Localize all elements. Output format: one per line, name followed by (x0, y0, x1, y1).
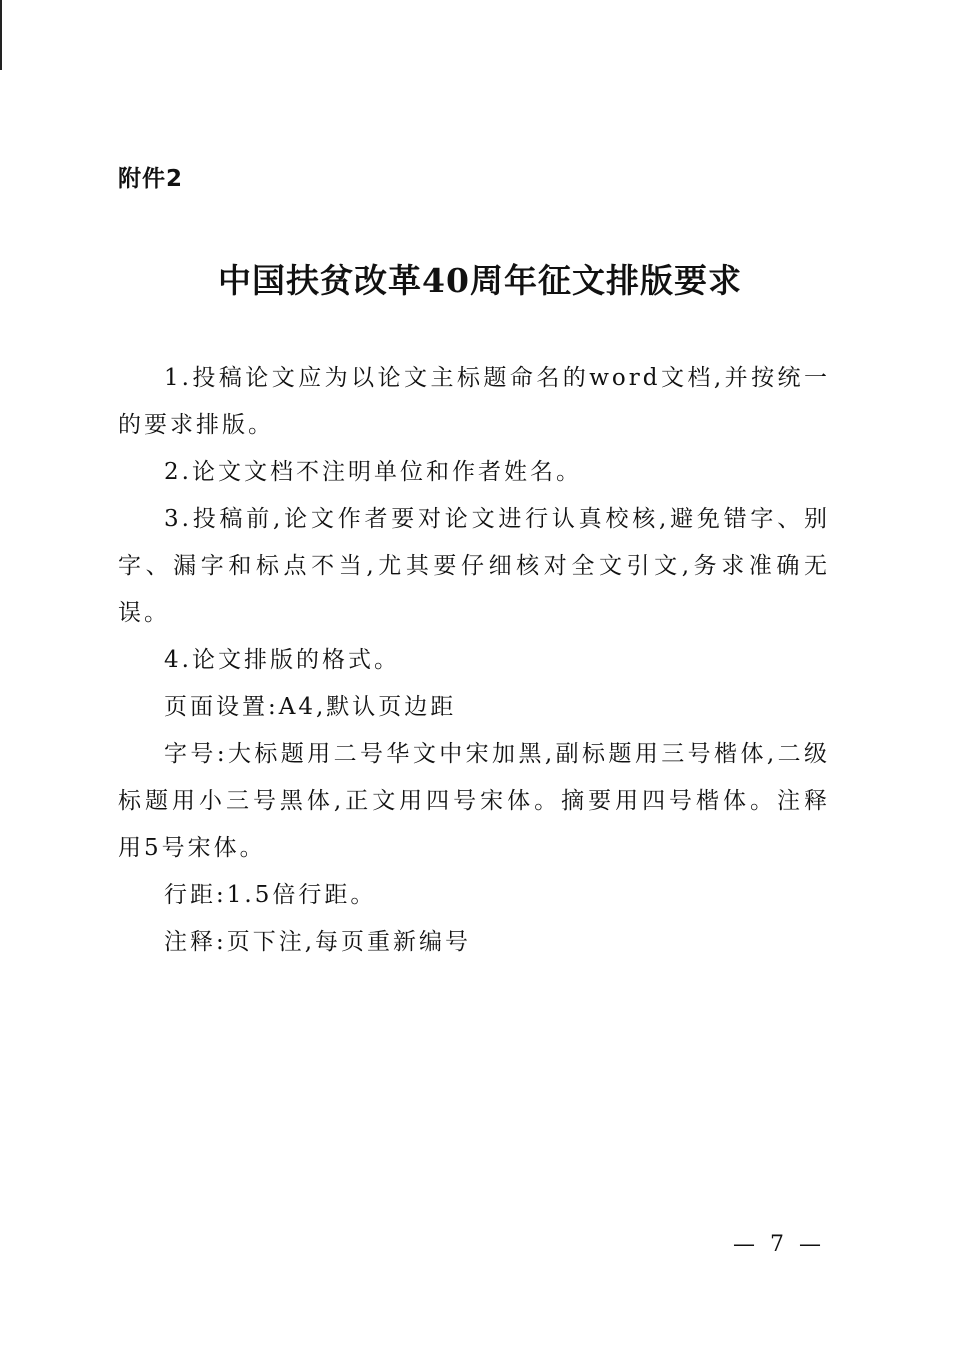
notes-line: 注释:页下注,每页重新编号 (164, 929, 472, 955)
line-spacing-line: 行距:1.5倍行距。 (164, 882, 377, 908)
paragraph-2: 2.论文文档不注明单位和作者姓名。 (164, 459, 582, 485)
document-title: 中国扶贫改革40周年征文排版要求 (218, 261, 742, 300)
paragraph-4: 4.论文排版的格式。 (164, 647, 400, 673)
document-body (118, 355, 830, 966)
page-number: — 7 — (733, 1232, 825, 1257)
paragraph-1: 1.投稿论文应为以论文主标题命名的word文档,并按统一的要求排版。 (118, 365, 830, 438)
page-setup-line: 页面设置:A4,默认页边距 (164, 694, 457, 720)
font-size-paragraph: 字号:大标题用二号华文中宋加黑,副标题用三号楷体,二级标题用小三号黑体,正文用四号宋体。摘要用四号楷体。注释用5号宋体。 (118, 741, 830, 861)
scan-edge-mark (0, 0, 2, 70)
attachment-label: 附件2 (118, 166, 184, 192)
paragraph-3: 3.投稿前,论文作者要对论文进行认真校核,避免错字、别字、漏字和标点不当,尤其要仔细核对全文引文,务求准确无误。 (118, 506, 830, 626)
